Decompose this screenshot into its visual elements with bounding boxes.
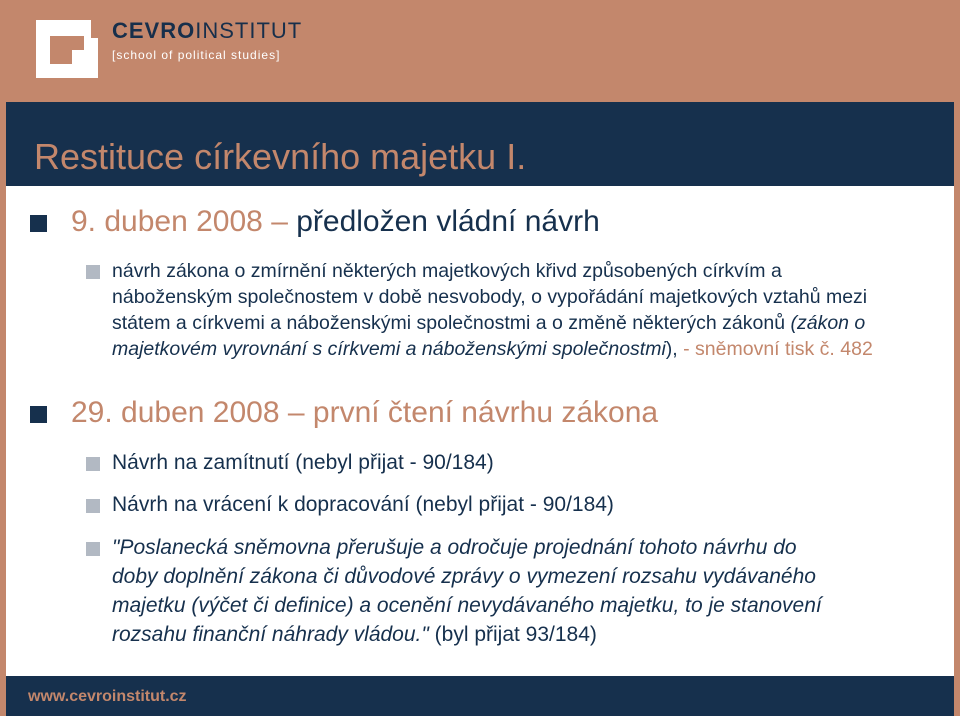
motion-reject: Návrh na zamítnutí (nebyl přijat - 90/184) [112, 451, 494, 474]
sub-bullet-square-icon [86, 265, 100, 279]
bullet-1 [30, 205, 600, 239]
brand-bold: CEVRO [112, 18, 196, 43]
bullet-2-text: 29. duben 2008 – první čtení návrhu zákona [71, 396, 659, 429]
brand-light: INSTITUT [195, 18, 303, 43]
brand-tagline: [school of political studies] [112, 48, 281, 62]
resolution-quote: "Poslanecká sněmovna přerušuje a odročuje projednání tohoto návrhu do doby doplnění zákona či důvodové zprávy o vymezení rozsahu vydávaného majetku (výčet či definice) a ocenění nevydávaného majetku, to je stanovení rozsahu finanční náhrady vládou." [112, 536, 822, 646]
bullet-2 [30, 396, 658, 430]
bullet-2-sub-2 [86, 490, 614, 519]
resolution-result: (byl přijat 93/184) [428, 623, 597, 646]
bullet-1-dash: – [262, 205, 297, 238]
bullet-square-icon [30, 215, 47, 232]
sub-bullet-square-icon [86, 542, 100, 556]
bullet-square-icon [30, 406, 47, 423]
sub-bullet-square-icon [86, 499, 100, 513]
sub-bullet-square-icon [86, 457, 100, 471]
bullet-1-sub-1 [86, 258, 906, 362]
bullet-1-date: 9. duben 2008 [71, 205, 263, 238]
bill-description: návrh zákona o zmírnění některých majetkových křivd způsobených církvím a náboženským společnostem v době nesvobody, o vypořádání majetkových vztahů mezi státem a církvemi a náboženskými společnostmi a o změně některých zákonů [112, 260, 868, 334]
bullet-1-text: předložen vládní návrh [296, 205, 600, 238]
bill-paren: ), [665, 338, 684, 360]
bill-print-number: - sněmovní tisk č. 482 [683, 338, 873, 360]
bill-short-name: (zákon o majetkovém vyrovnání s církvemi a náboženskými společnostmi [112, 312, 866, 360]
motion-return: Návrh na vrácení k dopracování (nebyl přijat - 90/184) [112, 493, 614, 516]
bullet-2-sub-1 [86, 448, 494, 477]
footer-website-link[interactable]: www.cevroinstitut.cz [28, 688, 187, 705]
page-title: Restituce církevního majetku I. [34, 136, 527, 177]
bullet-2-sub-3 [86, 533, 846, 649]
